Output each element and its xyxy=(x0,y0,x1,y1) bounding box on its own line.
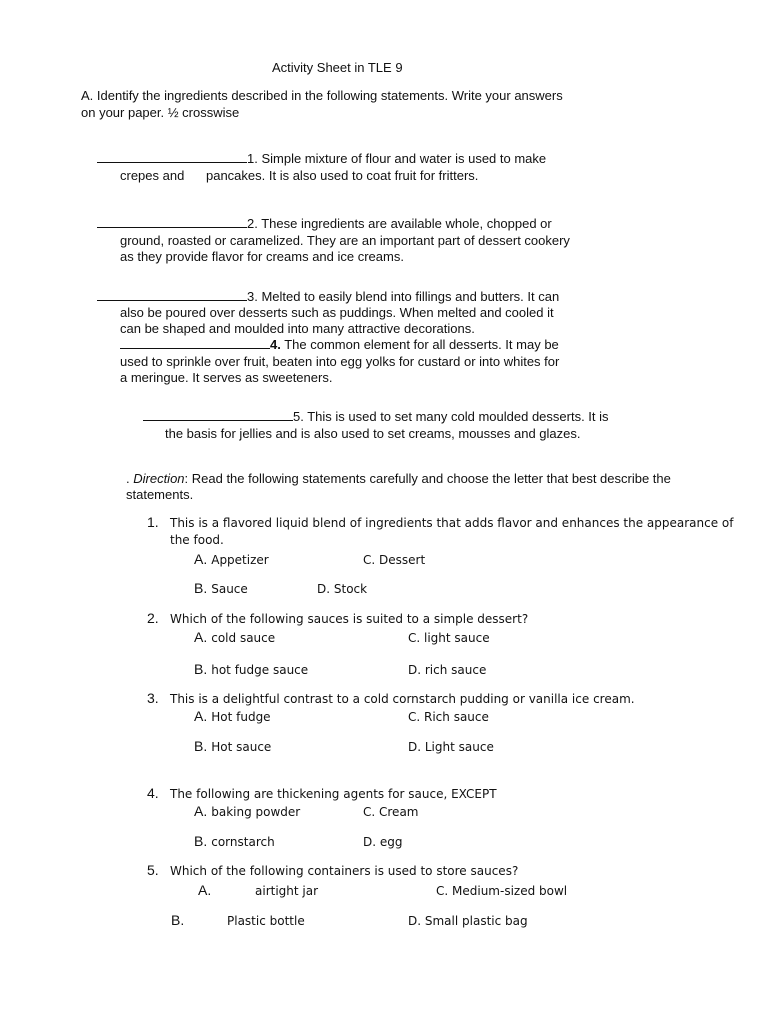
answer-blank[interactable] xyxy=(143,409,293,421)
part-a-item-5-line-2: the basis for jellies and is also used to set creams, mousses and glazes. xyxy=(165,426,581,441)
question-3-option-b[interactable]: B. Hot sauce xyxy=(194,738,272,754)
question-5-option-b[interactable]: Plastic bottle xyxy=(227,914,305,928)
question-5-option-d[interactable]: D. Small plastic bag xyxy=(408,914,528,928)
question-2-option-b[interactable]: B. hot fudge sauce xyxy=(194,661,309,677)
part-a-item-4: 4. The common element for all desserts. It may be xyxy=(120,337,559,352)
question-2-number: 2. xyxy=(147,610,159,626)
part-b-direction-line-2: statements. xyxy=(126,487,194,502)
question-4-text: The following are thickening agents for sauce, EXCEPT xyxy=(170,787,497,801)
question-4-option-c[interactable]: C. Cream xyxy=(363,805,419,819)
question-1-option-d[interactable]: D. Stock xyxy=(317,582,368,596)
part-a-instruction-line-2: on your paper. ½ crosswise xyxy=(81,105,240,120)
question-3-option-d[interactable]: D. Light sauce xyxy=(408,740,494,754)
part-a-item-1: 1. Simple mixture of flour and water is used to make xyxy=(97,151,546,166)
part-a-item-2: 2. These ingredients are available whole, chopped or xyxy=(97,216,552,231)
part-a-item-5: 5. This is used to set many cold moulded desserts. It is xyxy=(143,409,609,424)
question-4-option-a[interactable]: A. baking powder xyxy=(194,803,301,819)
part-b-direction: . Direction: Read the following statements carefully and choose the letter that best describe the xyxy=(126,471,671,486)
question-2-option-a[interactable]: A. cold sauce xyxy=(194,629,276,645)
part-a-item-3: 3. Melted to easily blend into fillings and butters. It can xyxy=(97,289,559,304)
question-5-letter-a: A. xyxy=(198,882,212,898)
answer-blank[interactable] xyxy=(97,216,247,228)
question-3-number: 3. xyxy=(147,690,159,706)
question-4-option-d[interactable]: D. egg xyxy=(363,835,403,849)
part-a-item-1-line-2: crepes and pancakes. It is also used to coat fruit for fritters. xyxy=(120,168,479,183)
question-5-letter-b: B. xyxy=(171,912,185,928)
part-a-item-3-line-3: can be shaped and moulded into many attractive decorations. xyxy=(120,321,475,336)
question-5-option-a[interactable]: airtight jar xyxy=(255,884,319,898)
question-1-option-a[interactable]: A. Appetizer xyxy=(194,551,269,567)
question-3-option-a[interactable]: A. Hot fudge xyxy=(194,708,271,724)
question-1-text-line-2: the food. xyxy=(170,533,224,547)
question-1-option-c[interactable]: C. Dessert xyxy=(363,553,426,567)
part-a-item-4-line-2: used to sprinkle over fruit, beaten into egg yolks for custard or into whites for xyxy=(120,354,560,369)
part-a-instruction-line-1: A. Identify the ingredients described in the following statements. Write your answers xyxy=(81,88,563,103)
question-4-option-b[interactable]: B. cornstarch xyxy=(194,833,275,849)
question-1-option-b[interactable]: B. Sauce xyxy=(194,580,248,596)
question-2-text: Which of the following sauces is suited to a simple dessert? xyxy=(170,612,529,626)
part-a-item-2-line-2: ground, roasted or caramelized. They are an important part of dessert cookery xyxy=(120,233,570,248)
question-4-number: 4. xyxy=(147,785,159,801)
question-1-text: This is a flavored liquid blend of ingredients that adds flavor and enhances the appearance of xyxy=(170,516,734,530)
answer-blank[interactable] xyxy=(97,289,247,301)
question-2-option-c[interactable]: C. light sauce xyxy=(408,631,490,645)
question-5-text: Which of the following containers is used to store sauces? xyxy=(170,864,519,878)
part-a-item-3-line-2: also be poured over desserts such as puddings. When melted and cooled it xyxy=(120,305,554,320)
question-5-option-c[interactable]: C. Medium-sized bowl xyxy=(436,884,568,898)
part-a-item-4-line-3: a meringue. It serves as sweeteners. xyxy=(120,370,333,385)
question-3-text: This is a delightful contrast to a cold cornstarch pudding or vanilla ice cream. xyxy=(170,692,635,706)
question-3-option-c[interactable]: C. Rich sauce xyxy=(408,710,489,724)
question-1-number: 1. xyxy=(147,514,159,530)
answer-blank[interactable] xyxy=(97,151,247,163)
question-2-option-d[interactable]: D. rich sauce xyxy=(408,663,487,677)
question-5-number: 5. xyxy=(147,862,159,878)
page-title: Activity Sheet in TLE 9 xyxy=(272,60,403,75)
part-a-item-2-line-3: as they provide flavor for creams and ice creams. xyxy=(120,249,404,264)
answer-blank[interactable] xyxy=(120,337,270,349)
